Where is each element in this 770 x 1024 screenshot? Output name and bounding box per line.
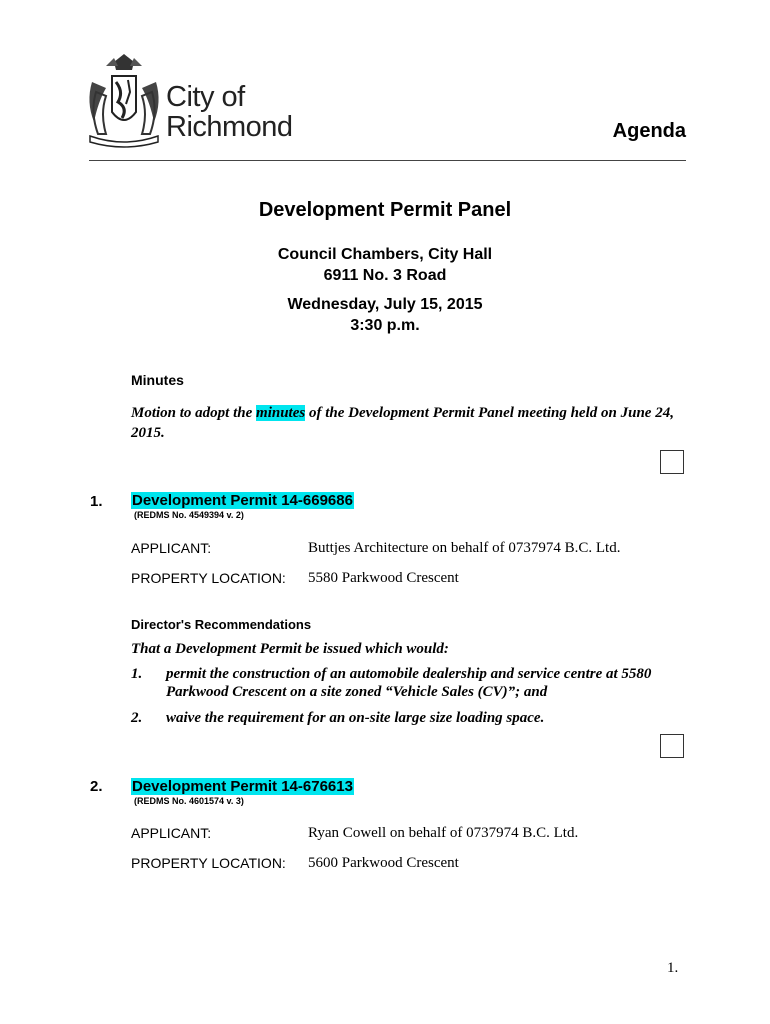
header-divider	[89, 160, 686, 161]
applicant-value: Ryan Cowell on behalf of 0737974 B.C. Ltd.	[308, 825, 579, 841]
meeting-title: Development Permit Panel	[258, 199, 512, 221]
item-number: 2.	[90, 778, 103, 795]
item-title: Development Permit 14-669686	[132, 492, 353, 509]
recommendations-heading: Director's Recommendations	[131, 617, 312, 632]
minutes-motion-line2: 2015.	[131, 425, 165, 441]
property-location-value: 5600 Parkwood Crescent	[308, 855, 459, 871]
recommendation-1-line2: Parkwood Crescent on a site zoned “Vehicle Sales (CV)”; and	[166, 684, 548, 700]
minutes-motion-line1	[131, 405, 674, 422]
property-location-value: 5580 Parkwood Crescent	[308, 570, 459, 586]
applicant-label: APPLICANT:	[131, 825, 212, 841]
recommendation-2-line1: waive the requirement for an on-site large size loading space.	[166, 710, 545, 726]
meeting-time: 3:30 p.m.	[350, 317, 420, 334]
meeting-location-line2: 6911 No. 3 Road	[323, 267, 447, 284]
logo-text-city-of: City of	[166, 81, 245, 113]
minutes-checkbox[interactable]	[660, 450, 684, 474]
minutes-heading: Minutes	[131, 372, 184, 388]
item-number: 1.	[90, 493, 103, 510]
city-crest-logo	[84, 52, 164, 148]
item-title: Development Permit 14-676613	[132, 778, 353, 795]
recommendation-2-number: 2.	[131, 710, 143, 726]
applicant-label: APPLICANT:	[131, 540, 212, 556]
recommendation-1-line1: permit the construction of an automobile dealership and service centre at 5580	[166, 666, 652, 682]
logo-text-richmond: Richmond	[166, 111, 293, 143]
motion-text-before: Motion to adopt the	[131, 405, 257, 421]
property-location-label: PROPERTY LOCATION:	[131, 570, 286, 586]
item-redms: (REDMS No. 4549394 v. 2)	[134, 510, 244, 520]
motion-highlight-minutes: minutes	[256, 405, 306, 421]
applicant-value: Buttjes Architecture on behalf of 0737974 B.C. Ltd.	[308, 540, 621, 556]
meeting-location-line1: Council Chambers, City Hall	[277, 246, 493, 263]
document-type-heading: Agenda	[612, 120, 686, 142]
property-location-label: PROPERTY LOCATION:	[131, 855, 286, 871]
recommendation-1-number: 1.	[131, 666, 143, 682]
item-1-checkbox[interactable]	[660, 734, 684, 758]
item-redms: (REDMS No. 4601574 v. 3)	[134, 796, 244, 806]
recommendations-intro: That a Development Permit be issued which would:	[131, 641, 449, 657]
meeting-date: Wednesday, July 15, 2015	[287, 296, 483, 313]
page-number: 1.	[667, 960, 679, 976]
motion-text-after: of the Development Permit Panel meeting held on June 24,	[305, 405, 674, 421]
